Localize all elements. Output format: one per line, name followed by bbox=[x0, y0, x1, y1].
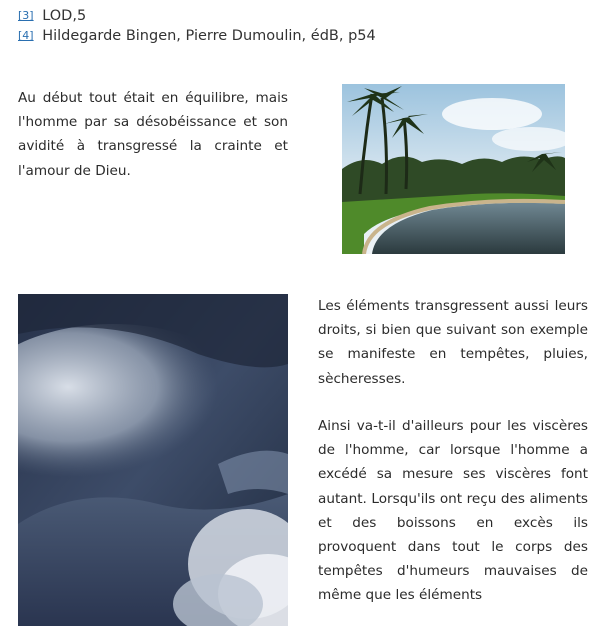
park-photo bbox=[342, 84, 565, 254]
paragraph-viscera: Ainsi va-t-il d'ailleurs pour les viscères de l'homme, car lorsque l'homme a excédé sa mesure ses viscères font autant. Lorsqu'ils ont reçu des aliments et des boissons en excès ils provoquent dans tout le corps des tempêtes d'humeurs mauvaises de même que les éléments bbox=[318, 418, 588, 604]
storm-clouds-photo bbox=[18, 294, 288, 626]
reference-text-4: Hildegarde Bingen, Pierre Dumoulin, édB, p54 bbox=[42, 28, 376, 44]
references bbox=[18, 6, 376, 46]
reference-4 bbox=[18, 26, 376, 46]
paragraph-elements: Les éléments transgressent aussi leurs droits, si bien que suivant son exemple se manifeste en tempêtes, pluies, sècheresses. bbox=[318, 298, 588, 387]
paragraph-intro: Au début tout était en équilibre, mais l'homme par sa désobéissance et son avidité à transgressé la crainte et l'amour de Dieu. bbox=[18, 90, 288, 179]
reference-3 bbox=[18, 6, 376, 26]
reference-text-3: LOD,5 bbox=[42, 8, 87, 24]
reference-link-3[interactable]: [3] bbox=[18, 9, 34, 22]
reference-link-4[interactable]: [4] bbox=[18, 29, 34, 42]
